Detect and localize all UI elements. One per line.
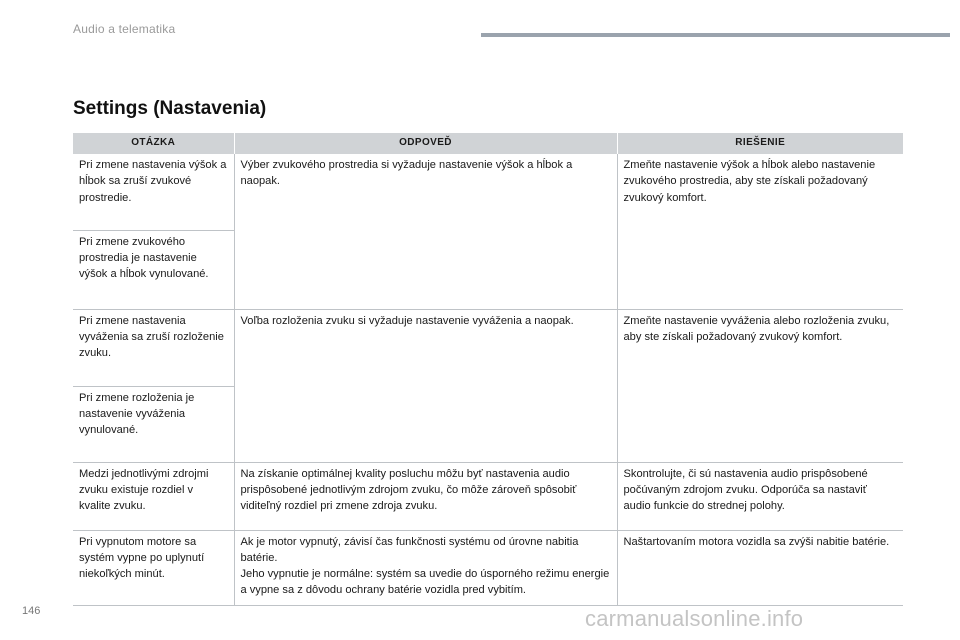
header-bar — [481, 33, 950, 37]
table-row — [73, 309, 903, 386]
question-cell: Medzi jednotlivými zdrojmi zvuku existuje rozdiel v kvalite zvuku. — [73, 462, 234, 530]
solution-cell: Zmeňte nastavenie výšok a hĺbok alebo nastavenie zvukového prostredia, aby ste získali požadovaný zvukový komfort. — [617, 154, 903, 309]
answer-line: Ak je motor vypnutý, závisí čas funkčnosti systému od úrovne nabitia batérie. — [240, 535, 579, 564]
answer-cell — [234, 530, 617, 605]
question-cell: Pri zmene rozloženia je nastavenie vyváženia vynulované. — [73, 386, 234, 462]
solution-cell: Naštartovaním motora vozidla sa zvýši nabitie batérie. — [617, 530, 903, 605]
solution-cell: Zmeňte nastavenie vyváženia alebo rozloženia zvuku, aby ste získali požadovaný zvukový komfort. — [617, 309, 903, 462]
question-cell: Pri zmene nastavenia vyváženia sa zruší rozloženie zvuku. — [73, 309, 234, 386]
column-header-answer: ODPOVEĎ — [234, 133, 617, 154]
table-row — [73, 530, 903, 605]
question-cell: Pri vypnutom motore sa systém vypne po uplynutí niekoľkých minút. — [73, 530, 234, 605]
column-header-solution: RIEŠENIE — [617, 133, 903, 154]
faq-table — [73, 133, 903, 606]
answer-cell: Voľba rozloženia zvuku si vyžaduje nastavenie vyváženia a naopak. — [234, 309, 617, 462]
section-title: Audio a telematika — [73, 22, 176, 36]
table-row — [73, 154, 903, 230]
answer-cell: Výber zvukového prostredia si vyžaduje nastavenie výšok a hĺbok a naopak. — [234, 154, 617, 309]
table-row — [73, 462, 903, 530]
page-title: Settings (Nastavenia) — [73, 98, 267, 119]
answer-cell: Na získanie optimálnej kvality posluchu môžu byť nastavenia audio prispôsobené jednotlivým zdrojom zvuku, čo môže zároveň spôsobiť viditeľný rozdiel pri zmene zdroja zvuku. — [234, 462, 617, 530]
answer-line: Jeho vypnutie je normálne: systém sa uvedie do úsporného režimu energie a vypne sa z dôvodu ochrany batérie vozidla pred vybitím. — [240, 568, 610, 597]
page-number: 146 — [22, 605, 41, 617]
table-header-row — [73, 133, 903, 154]
solution-cell: Skontrolujte, či sú nastavenia audio prispôsobené počúvaným zdrojom zvuku. Odporúča sa nastaviť audio funkcie do strednej polohy. — [617, 462, 903, 530]
watermark: carmanualsonline.info — [585, 606, 804, 631]
question-cell: Pri zmene nastavenia výšok a hĺbok sa zruší zvukové prostredie. — [73, 154, 234, 230]
question-cell: Pri zmene zvukového prostredia je nastavenie výšok a hĺbok vynulované. — [73, 230, 234, 309]
column-header-question: OTÁZKA — [73, 133, 234, 154]
